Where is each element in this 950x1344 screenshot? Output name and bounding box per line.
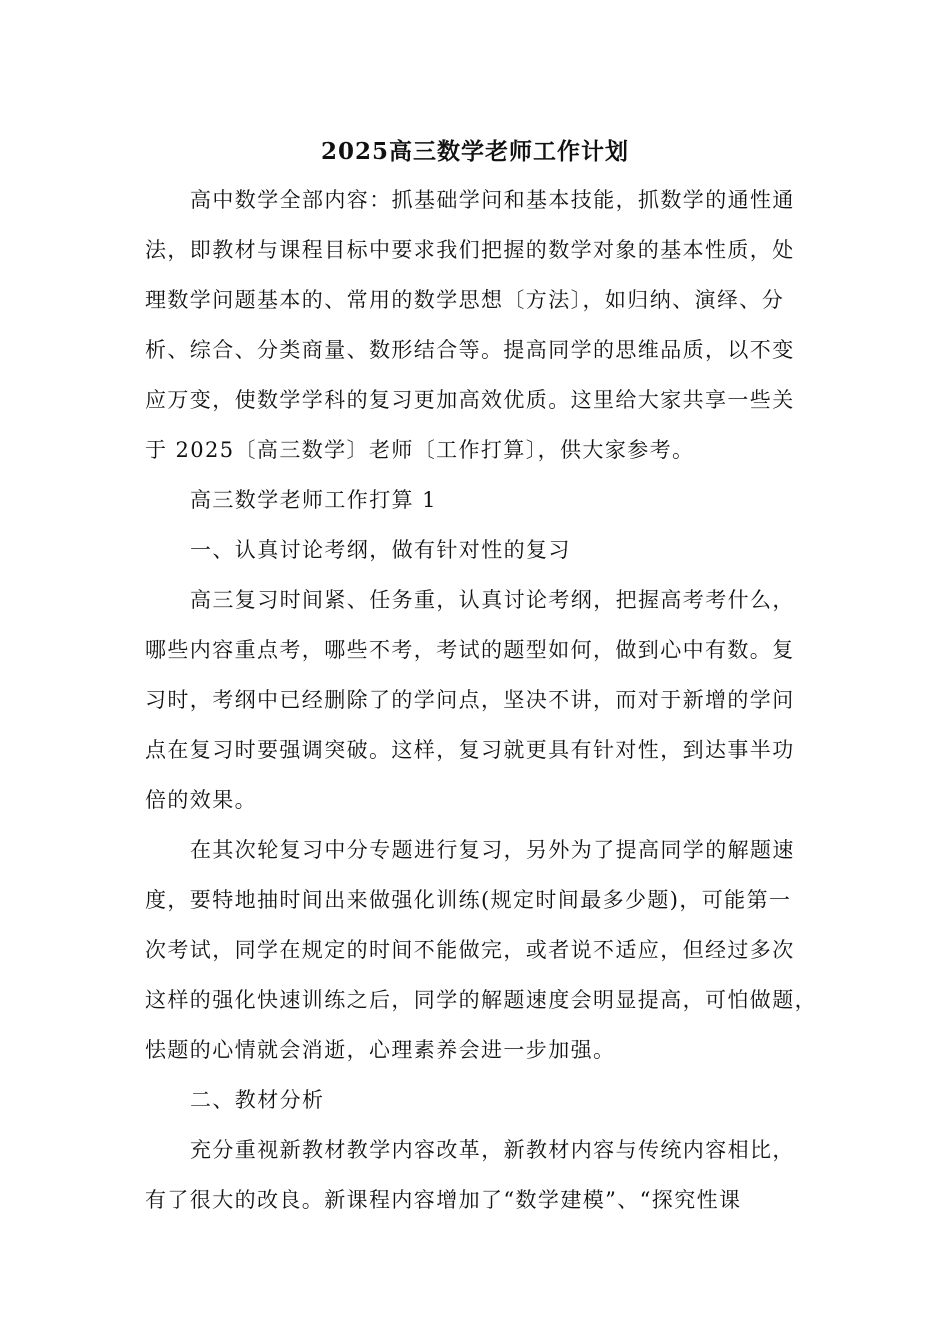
paragraph-line: 在其次轮复习中分专题进行复习，另外为了提高同学的解题速 xyxy=(190,838,795,862)
paragraph-line: 怯题的心情就会消逝，心理素养会进一步加强。 xyxy=(145,1038,616,1062)
paragraph-line: 充分重视新教材教学内容改革，新教材内容与传统内容相比， xyxy=(190,1138,795,1162)
paragraph-line: 点在复习时要强调突破。这样，复习就更具有针对性，到达事半功 xyxy=(145,738,795,762)
paragraph-line: 法，即教材与课程目标中要求我们把握的数学对象的基本性质，处 xyxy=(145,238,795,262)
paragraph-line: 这样的强化快速训练之后，同学的解题速度会明显提高，可怕做题， xyxy=(145,988,817,1012)
paragraph-line: 理数学问题基本的、常用的数学思想〔方法〕，如归纳、演绎、分 xyxy=(145,288,785,312)
paragraph-line: 析、综合、分类商量、数形结合等。提高同学的思维品质，以不变 xyxy=(145,338,795,362)
paragraph-line: 度，要特地抽时间出来做强化训练(规定时间最多少题)，可能第一 xyxy=(145,888,792,912)
paragraph-line: 有了很大的改良。新课程内容增加了“数学建模”、“探究性课 xyxy=(145,1188,742,1212)
paragraph-line: 习时，考纲中已经删除了的学问点，坚决不讲，而对于新增的学问 xyxy=(145,688,795,712)
section-heading: 高三数学老师工作打算 1 xyxy=(190,488,437,512)
paragraph-line: 倍的效果。 xyxy=(145,788,257,812)
paragraph-line: 应万变，使数学学科的复习更加高效优质。这里给大家共享一些关 xyxy=(145,388,795,412)
paragraph-line: 高中数学全部内容：抓基础学问和基本技能，抓数学的通性通 xyxy=(190,188,795,212)
section-heading: 一、认真讨论考纲，做有针对性的复习 xyxy=(190,538,571,562)
document-title: 2025高三数学老师工作计划 xyxy=(320,138,629,165)
paragraph-line: 哪些内容重点考，哪些不考，考试的题型如何，做到心中有数。复 xyxy=(145,638,795,662)
paragraph-line: 次考试，同学在规定的时间不能做完，或者说不适应，但经过多次 xyxy=(145,938,795,962)
section-heading: 二、教材分析 xyxy=(190,1088,325,1112)
paragraph-line: 于 2025〔高三数学〕老师〔工作打算〕，供大家参考。 xyxy=(145,438,695,462)
paragraph-line: 高三复习时间紧、任务重，认真讨论考纲，把握高考考什么， xyxy=(190,588,795,612)
